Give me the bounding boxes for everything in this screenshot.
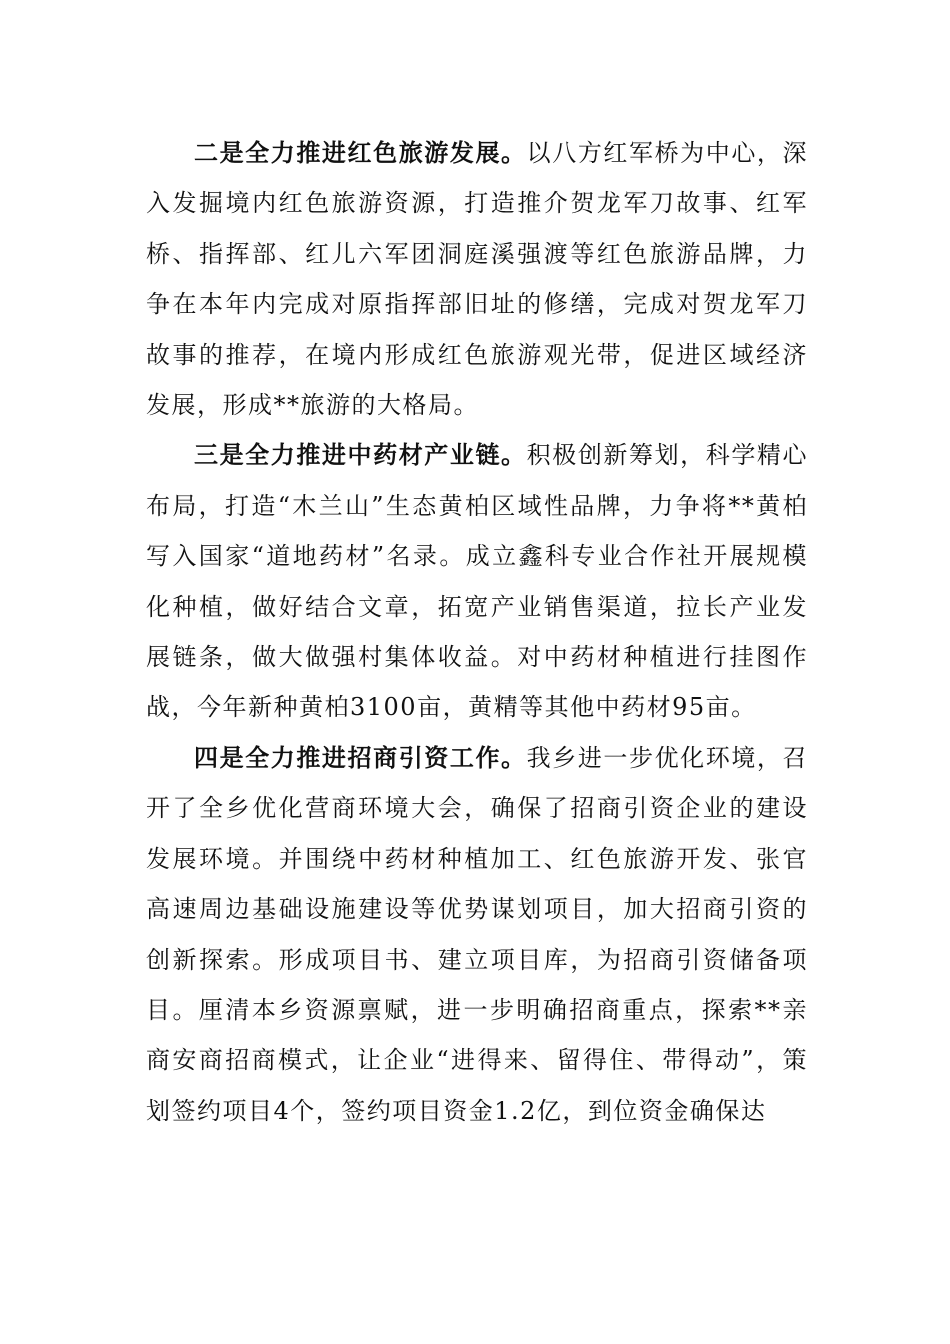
paragraph-text: 我乡进一步优化环境，召开了全乡优化营商环境大会，确保了招商引资企业的建设发展环境。并围绕中药材种植加工、红色旅游开发、张官高速周边基础设施建设等优势谋划项目，加大招商引资的创新探索。形成项目书、建立项目库，为招商引资储备项目。厘清本乡资源禀赋，进一步明确招商重点，探索**亲商安商招商模式，让企业“进得来、留得住、带得动”，策划签约项目4个，签约项目资金1.2亿，到位资金确保达: [146, 743, 809, 1125]
paragraph-herbal-medicine: [146, 430, 808, 732]
paragraph-text: 积极创新筹划，科学精心布局，打造“木兰山”生态黄柏区域性品牌，力争将**黄柏写入国家“道地药材”名录。成立鑫科专业合作社开展规模化种植，做好结合文章，拓宽产业销售渠道，拉长产业发展链条，做大做强村集体收益。对中药材种植进行挂图作战，今年新种黄柏3100亩，黄精等其他中药材95亩。: [146, 441, 809, 722]
document-body: [146, 128, 808, 1136]
paragraph-text: 以八方红军桥为中心，深入发掘境内红色旅游资源，打造推介贺龙军刀故事、红军桥、指挥部、红儿六军团洞庭溪强渡等红色旅游品牌，力争在本年内完成对原指挥部旧址的修缮，完成对贺龙军刀故事的推荐，在境内形成红色旅游观光带，促进区域经济发展，形成**旅游的大格局。: [146, 139, 809, 420]
paragraph-heading: 三是全力推进中药材产业链。: [194, 441, 527, 470]
paragraph-red-tourism: [146, 128, 808, 430]
paragraph-heading: 四是全力推进招商引资工作。: [194, 743, 527, 772]
paragraph-investment: [146, 733, 808, 1136]
paragraph-heading: 二是全力推进红色旅游发展。: [194, 139, 527, 167]
